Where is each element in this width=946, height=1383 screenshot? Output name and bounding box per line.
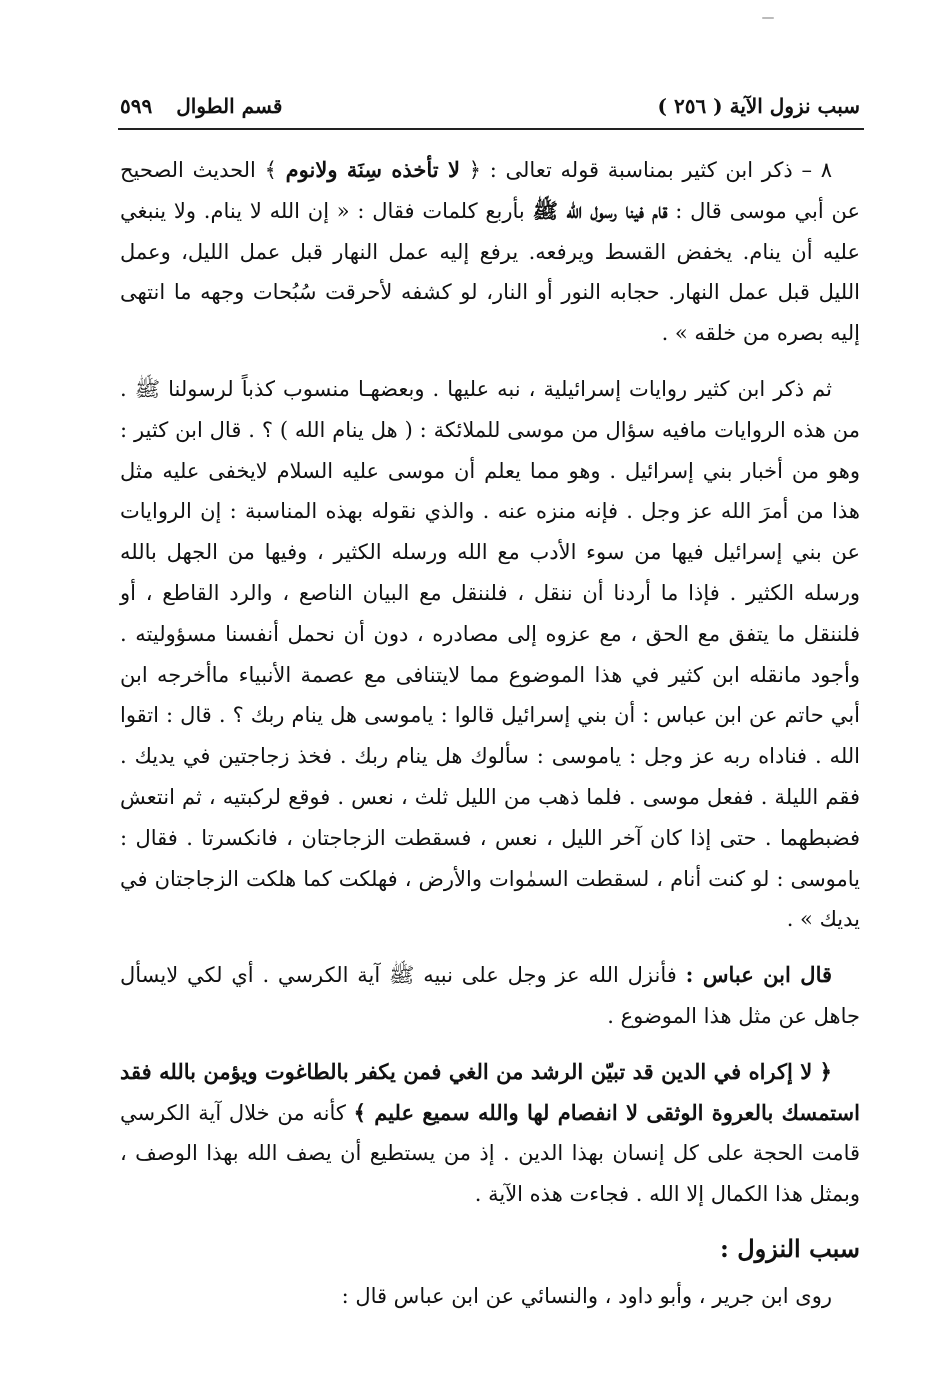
running-title: [658, 94, 860, 118]
section-heading: سبب النزول :: [720, 1233, 860, 1263]
paragraph-ibn-abbas: [120, 955, 860, 1037]
p4-text: كأنه من خلال آية الكرسي قامت الحجة على كل إنسان بهذا الدين . إذ من يستطيع أن يصف الله بهذا الوصف ، وبمثل هذا الكمال إلا الله . فجاءت هذه الآية .: [120, 1100, 860, 1207]
quran-verse: ﴿ لا إكراه في الدين قد تبيّن الرشد من الغي فمن يكفر بالطاغوت ويؤمن بالله فقد استمسك بالعروة الوثقى لا انفصام لها والله سميع عليم ﴾: [120, 1058, 860, 1125]
p3-text: فأنزل الله عز وجل على نبيه ﷺ آية الكرسي . أي لكي لايسأل جاهل عن مثل هذا الموضوع .: [120, 963, 860, 1028]
p1-verse: لا تأخذه سِنَة ولانوم: [285, 157, 460, 182]
section-info: [120, 94, 282, 118]
p1-source: ﴾ الحديث الصحيح عن أبي موسى قال :: [120, 158, 860, 223]
p1-intro: ٨ – ذكر ابن كثير بمناسبة قوله تعالى : ﴿: [468, 158, 832, 182]
p3-lead: قال ابن عباس :: [685, 962, 833, 988]
p1-bold: قام فينا رسول الله ﷺ: [532, 197, 668, 223]
paragraph-verse: [120, 1052, 860, 1215]
p1-hadith-text: بأربع كلمات فقال : « إن الله لا ينام. ولا ينبغي عليه أن ينام. يخفض القسط ويرفعه. يرفع إليه عمل النهار قبل عمل الليل، وعمل الليل قبل عمل النهار. حجابه النور أو النار، لو كشفه لأحرقت سُبُحات وجهه ما انتهى إليه بصره من خلقه » .: [120, 198, 860, 346]
scan-speck: [762, 17, 774, 19]
paragraph-hadith: [120, 150, 860, 354]
page-number: ٥٩٩: [120, 94, 153, 118]
page-header: [120, 86, 860, 126]
section-title: قسم الطوال: [176, 94, 283, 118]
page-body: [120, 150, 860, 1317]
header-rule: [118, 128, 864, 130]
paragraph-narration: روى ابن جرير ، وأبو داود ، والنسائي عن ابن عباس قال :: [341, 1283, 832, 1308]
chapter-title: سبب نزول الآية ( ٢٥٦ ): [657, 94, 860, 118]
paragraph-israiliyyat: ثم ذكر ابن كثير روايات إسرائيلية ، نبه عليها . وبعضهـا منسوب كذباً لرسولنا ﷺ . من هذه الروايات مافيه سؤال من موسى للملائكة : ( هل ينام الله ) ؟ . قال ابن كثير : وهو من أخبار بني إسرائيل . وهو مما يعلم أن موسى عليه السلام لايخفى عليه مثل هذا من أمرَ الله عز وجل . فإنه منزه عنه . والذي نقوله بهذه المناسبة : إن الروايات عن بني إسرائيل فيها من سوء الأدب مع الله ورسله الكثير ، وفيها من الجهل بالله ورسله الكثير . فإذا ما أردنا أن ننقل ، فلننقل مع البيان الناصع ، والرد القاطع ، أو فلننقل ما يتفق مع الحق ، مع عزوه إلى مصادره ، دون أن نحمل أنفسنا مسؤوليته . وأجود مانقله ابن كثير في هذا الموضوع مما لايتنافى مع عصمة الأنبياء ماأخرجه ابن أبي حاتم عن ابن عباس : أن بني إسرائيل قالوا : ياموسى هل ينام ربك ؟ . قال : اتقوا الله . فناداه ربه عز وجل : ياموسى : سألوك هل ينام ربك . فخذ زجاجتين في يديك . فقم الليلة . ففعل موسى . فلما ذهب من الليل ثلث ، نعس . فوقع لركبتيه ، ثم انتعش فضبطهما . حتى إذا كان آخر الليل ، نعس ، فسقطت الزجاجتان ، فانكسرتا . فقال : ياموسى : لو كنت أنام ، لسقطت السمٰوات والأرض ، فهلكت كما هلكت الزجاجتان في يديك » .: [120, 376, 860, 932]
